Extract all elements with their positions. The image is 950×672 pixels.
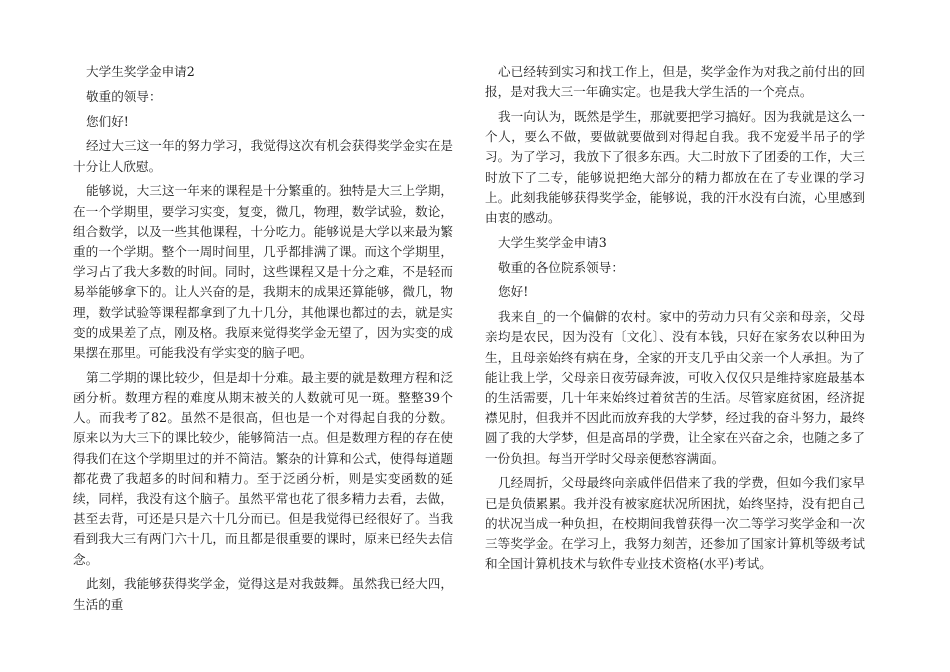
- paragraph: 我来自_的一个偏僻的农村。家中的劳动力只有父亲和母亲，父母亲均是农民，因为没有〔文化〕、没有本钱，只好在家务农以种田为生，且母亲始终有病在身，全家的开支几乎由父亲一个人承担。为了能让我上学，父母亲日夜劳碌奔波，可收入仅仅只是维持家庭最基本的生活需要，几十年来始终过着贫苦的生活。尽管家庭贫困，经济捉襟见肘，但我并不因此而放弃我的大学梦，经过我的奋斗努力，最终圆了我的大学梦，但是高昂的学费，让全家在兴奋之余，也随之多了一份负担。每当开学时父母亲便愁容满面。: [485, 309, 865, 466]
- paragraph: 此刻，我能够获得奖学金，觉得这是对我鼓舞。虽然我已经大四，生活的重: [73, 576, 453, 612]
- right-column: [485, 62, 865, 579]
- paragraph: 能够说，大三这一年来的课程是十分繁重的。独特是大三上学期，在一个学期里，要学习实变，复变，微几，物理，数学试验，数论，组合数学，以及一些其他课程，十分吃力。能够说是大学以来最为繁重的一个学期。整个一周时间里，几乎都排满了课。而这个学期里，学习占了我大多数的时间。同时，这些课程又是十分之难，不是轻而易举能够拿下的。让人兴奋的是，我期末的成果还算能够，微几，物理，数学试验等课程都拿到了九十几分，其他课也都过的去，就是实变的成果差了点，刚及格。我原来觉得奖学金无望了，因为实变的成果摆在那里。可能我没有学实变的脑子吧。: [73, 183, 453, 361]
- paragraph: 您们好!: [86, 113, 129, 129]
- paragraph: 几经周折，父母最终向亲戚伴侣借来了我的学费，但如今我们家早已是负债累累。我并没有被家庭状况所困扰，始终坚持，没有把自己的状况当成一种负担，在校期间我曾获得一次二等学习奖学金和一次三等奖学金。在学习上，我努力刻苦，还参加了国家计算机等级考试和全国计算机技术与软件专业技术资格(水平)考试。: [485, 475, 865, 572]
- paragraph: 大学生奖学金申请3: [498, 234, 607, 250]
- paragraph: 我一向认为，既然是学生，那就要把学习搞好。因为我就是这么一个人，要么不做，要做就要做到对得起自我。我不宠爱半吊子的学习。为了学习，我放下了很多东西。大二时放下了团委的工作，大三时放下了二专，能够说把绝大部分的精力都放在在了专业课的学习上。此刻我能够获得奖学金，能够说，我的汗水没有白流，心里感到由衷的感动。: [485, 109, 865, 226]
- left-column: [73, 62, 453, 619]
- paragraph: 敬重的各位院系领导：: [498, 259, 624, 275]
- paragraph: 经过大三这一年的努力学习，我觉得这次有机会获得奖学金实在是十分让人欣慰。: [73, 138, 453, 174]
- paragraph: 大学生奖学金申请2: [86, 64, 195, 79]
- paragraph: 敬重的领导：: [86, 88, 162, 104]
- paragraph: 心已经转到实习和找工作上，但是，奖学金作为对我之前付出的回报，是对我大三一年确实定。也是我大学生活的一个亮点。: [485, 64, 865, 100]
- paragraph: 您好!: [498, 284, 529, 300]
- paragraph: 第二学期的课比较少，但是却十分难。最主要的就是数理方程和泛函分析。数理方程的难度从期末被关的人数就可见一斑。整整39个人。而我考了82。虽然不是很高，但也是一个对得起自我的分数。原来以为大三下的课比较少，能够简洁一点。但是数理方程的存在使得我们在这个学期里过的并不简洁。繁杂的计算和公式，使得每道题都花费了我超多的时间和精力。至于泛函分析，则是实变函数的延续，同样，我没有这个脑子。虽然平常也花了很多精力去看，去做，甚至去背，可还是只是六十几分而已。但是我觉得已经很好了。当我看到我大三有两门六十几，而且都是很重要的课时，原来已经失去信念。: [73, 369, 453, 567]
